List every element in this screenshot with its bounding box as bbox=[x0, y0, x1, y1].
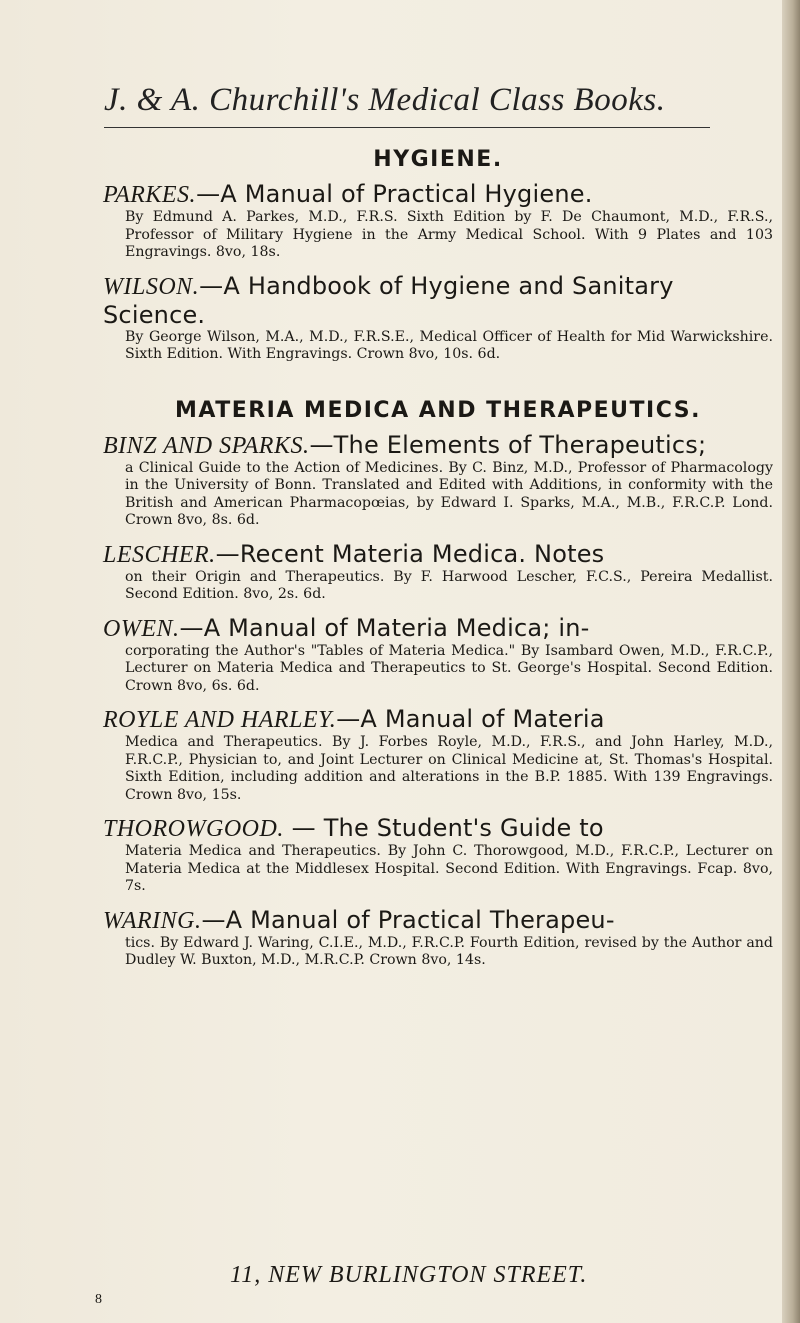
book-title: The Elements of Therapeutics; bbox=[333, 430, 707, 459]
book-entry: THOROWGOOD. — The Student's Guide to Materia Medica and Therapeutics. By John C. Thorowgood, M.D., F.R.C.P., Lecturer on Materia Medica at the Middlesex Hospital. Second Edition. With Engravings. Fcap. 8vo, 7s. bbox=[103, 814, 773, 894]
page-edge bbox=[782, 0, 800, 1323]
book-description: By George Wilson, M.A., M.D., F.R.S.E., Medical Officer of Health for Mid Warwickshire. Sixth Edition. With Engravings. Crown 8vo, 10s. 6d. bbox=[125, 328, 773, 362]
book-entry: ROYLE AND HARLEY.—A Manual of Materia Medica and Therapeutics. By J. Forbes Royle, M.D., F.R.S., and John Harley, M.D., F.R.C.P., Physician to, and Joint Lecturer on Clinical Medicine at, St. Thomas's Hospital. Sixth Edition, including addition and alterations in the B.P. 1885. With 139 Engravings. Crown 8vo, 15s. bbox=[103, 705, 773, 803]
book-entry: BINZ AND SPARKS.—The Elements of Therapeutics; a Clinical Guide to the Action of Medicines. By C. Binz, M.D., Professor of Pharmacology in the University of Bonn. Translated and Edited with Additions, in conformity with the British and American Pharmacopœias, by Edward I. Sparks, M.A., M.B., F.R.C.P. Lond. Crown 8vo, 8s. 6d. bbox=[103, 430, 773, 528]
book-description: Materia Medica and Therapeutics. By John C. Thorowgood, M.D., F.R.C.P., Lecturer on Materia Medica at the Middlesex Hospital. Second Edition. With Engravings. Fcap. 8vo, 7s. bbox=[125, 843, 773, 894]
header-rule bbox=[104, 127, 710, 128]
running-header: J. & A. Churchill's Medical Class Books. bbox=[104, 82, 666, 118]
book-entry: LESCHER.—Recent Materia Medica. Notes on their Origin and Therapeutics. By F. Harwood Lescher, F.C.S., Pereira Medallist. Second Edition. 8vo, 2s. 6d. bbox=[103, 539, 773, 602]
book-author: BINZ AND SPARKS. bbox=[103, 432, 310, 459]
book-description: Medica and Therapeutics. By J. Forbes Royle, M.D., F.R.S., and John Harley, M.D., F.R.C.P., Physician to, and Joint Lecturer on Clinical Medicine at, St. Thomas's Hospital. Sixth Edition, including addition and alterations in the B.P. 1885. With 139 Engravings. Crown 8vo, 15s. bbox=[125, 734, 773, 803]
section-materia-medica bbox=[103, 398, 773, 970]
section-hygiene bbox=[103, 147, 773, 364]
book-description: a Clinical Guide to the Action of Medicines. By C. Binz, M.D., Professor of Pharmacology in the University of Bonn. Translated and Edited with Additions, in conformity with the British and American Pharmacopœias, by Edward I. Sparks, M.A., M.B., F.R.C.P. Lond. Crown 8vo, 8s. 6d. bbox=[125, 459, 773, 528]
book-description: tics. By Edward J. Waring, C.I.E., M.D., F.R.C.P. Fourth Edition, revised by the Author and Dudley W. Buxton, M.D., M.R.C.P. Crown 8vo, 14s. bbox=[125, 934, 773, 968]
section-title: MATERIA MEDICA AND THERAPEUTICS. bbox=[175, 397, 701, 423]
book-description: corporating the Author's "Tables of Materia Medica." By Isambard Owen, M.D., F.R.C.P., Lecturer on Materia Medica and Therapeutics to St. George's Hospital. Second Edition. Crown 8vo, 6s. 6d. bbox=[125, 642, 773, 694]
book-title: A Handbook of Hygiene and Sanitary Science. bbox=[103, 271, 674, 329]
book-description: By Edmund A. Parkes, M.D., F.R.S. Sixth Edition by F. De Chaumont, M.D., F.R.S., Professor of Military Hygiene in the Army Medical School. With 9 Plates and 103 Engravings. 8vo, 18s. bbox=[125, 209, 773, 260]
book-title: A Manual of Practical Hygiene. bbox=[220, 180, 593, 208]
book-author: ROYLE AND HARLEY. bbox=[103, 707, 337, 733]
publisher-address: 11, NEW BURLINGTON STREET. bbox=[230, 1262, 588, 1288]
book-entry: OWEN.—A Manual of Materia Medica; in- corporating the Author's "Tables of Materia Medica." By Isambard Owen, M.D., F.R.C.P., Lecturer on Materia Medica and Therapeutics to St. George's Hospital. Second Edition. Crown 8vo, 6s. 6d. bbox=[103, 613, 773, 694]
section-title: HYGIENE. bbox=[373, 147, 503, 172]
book-title: Recent Materia Medica. Notes bbox=[239, 539, 605, 568]
book-entry: WARING.—A Manual of Practical Therapeu- tics. By Edward J. Waring, C.I.E., M.D., F.R.C.P. Fourth Edition, revised by the Author and Dudley W. Buxton, M.D., M.R.C.P. Crown 8vo, 14s. bbox=[103, 905, 773, 968]
book-author: LESCHER. bbox=[103, 541, 216, 568]
book-entry: PARKES.—A Manual of Practical Hygiene. By Edmund A. Parkes, M.D., F.R.S. Sixth Edition by F. De Chaumont, M.D., F.R.S., Professor of Military Hygiene in the Army Medical School. With 9 Plates and 103 Engravings. 8vo, 18s. bbox=[103, 180, 773, 260]
page-number: 8 bbox=[95, 1292, 102, 1307]
book-author: WARING. bbox=[103, 907, 202, 934]
book-title: A Manual of Materia Medica; in- bbox=[203, 613, 590, 642]
book-author: THOROWGOOD. bbox=[103, 816, 284, 842]
book-author: WILSON. bbox=[103, 273, 200, 300]
catalogue-content bbox=[103, 135, 773, 980]
book-entry: WILSON.—A Handbook of Hygiene and Sanitary Science. By George Wilson, M.A., M.D., F.R.S.E., Medical Officer of Health for Mid Warwickshire. Sixth Edition. With Engravings. Crown 8vo, 10s. 6d. bbox=[103, 271, 773, 362]
book-author: OWEN. bbox=[103, 615, 180, 642]
book-title: A Manual of Materia bbox=[360, 705, 605, 733]
book-title: The Student's Guide to bbox=[323, 814, 604, 842]
book-title: A Manual of Practical Therapeu- bbox=[225, 905, 615, 934]
book-description: on their Origin and Therapeutics. By F. Harwood Lescher, F.C.S., Pereira Medallist. Second Edition. 8vo, 2s. 6d. bbox=[125, 568, 773, 602]
book-author: PARKES. bbox=[103, 182, 197, 208]
